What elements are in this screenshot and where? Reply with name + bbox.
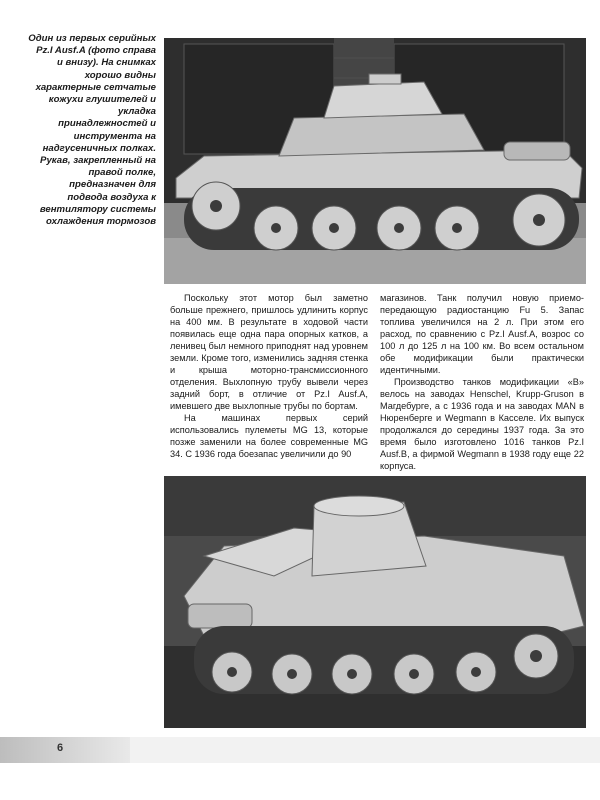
paragraph: Поскольку этот мотор был заметно больше прежнего, пришлось удлинить корпус на 400 мм. В результате в ходовой части появилась еще одна пара опорных катков, а ленивец был немного приподнят над уровнем земли. Кроме того, изменились задняя стенка и крыша моторно-трансмиссионного отделения. Выхлопную трубу вывели через задний борт, в отличие от Pz.I Ausf.A, имевшего две выхлопные трубы по бортам. — [170, 293, 368, 411]
page-number: 6 — [57, 742, 64, 754]
tank-front-view-photo — [164, 476, 586, 728]
article-left-column — [170, 292, 368, 460]
page-number-box — [0, 737, 130, 763]
paragraph: На машинах первых серий использовались пулеметы MG 13, которые позже заменили на более современные MG 34. С 1936 года боезапас увеличили до 90 — [170, 413, 368, 459]
photo-caption: Один из первых серийных Pz.I Ausf.A (фото справа и внизу). На снимках хорошо видны характерные сетчатые кожухи глушителей и укладка принадлежностей и инструмента на надгусеничных полках. Рукав, закрепленный на правой полке, предназначен для подвода воздуха к вентилятору системы охлаждения тормозов — [28, 33, 156, 228]
tank-side-view-photo — [164, 38, 586, 284]
paragraph: Производство танков модификации «В» велось на заводах Henschel, Krupp-Gruson в Магдебурге, а с 1936 года и на заводах MAN в Нюренберге и Wegmann в Касселе. Их выпуск продолжался до середины 1937 года. За это время было изготовлено 1016 танков Pz.I Ausf.B, а фирмой Wegmann в 1938 году еще 22 корпуса. — [380, 377, 584, 471]
paragraph: магазинов. Танк получил новую приемо-передающую радиостанцию Fu 5. Запас топлива увеличился на 2 л. При этом его расход, по сравнению с Pz.I Ausf.A, возрос со 100 л до 125 л на 100 км. Во всем остальном обе модификации были практически идентичными. — [380, 293, 584, 375]
article-right-column — [380, 292, 584, 472]
